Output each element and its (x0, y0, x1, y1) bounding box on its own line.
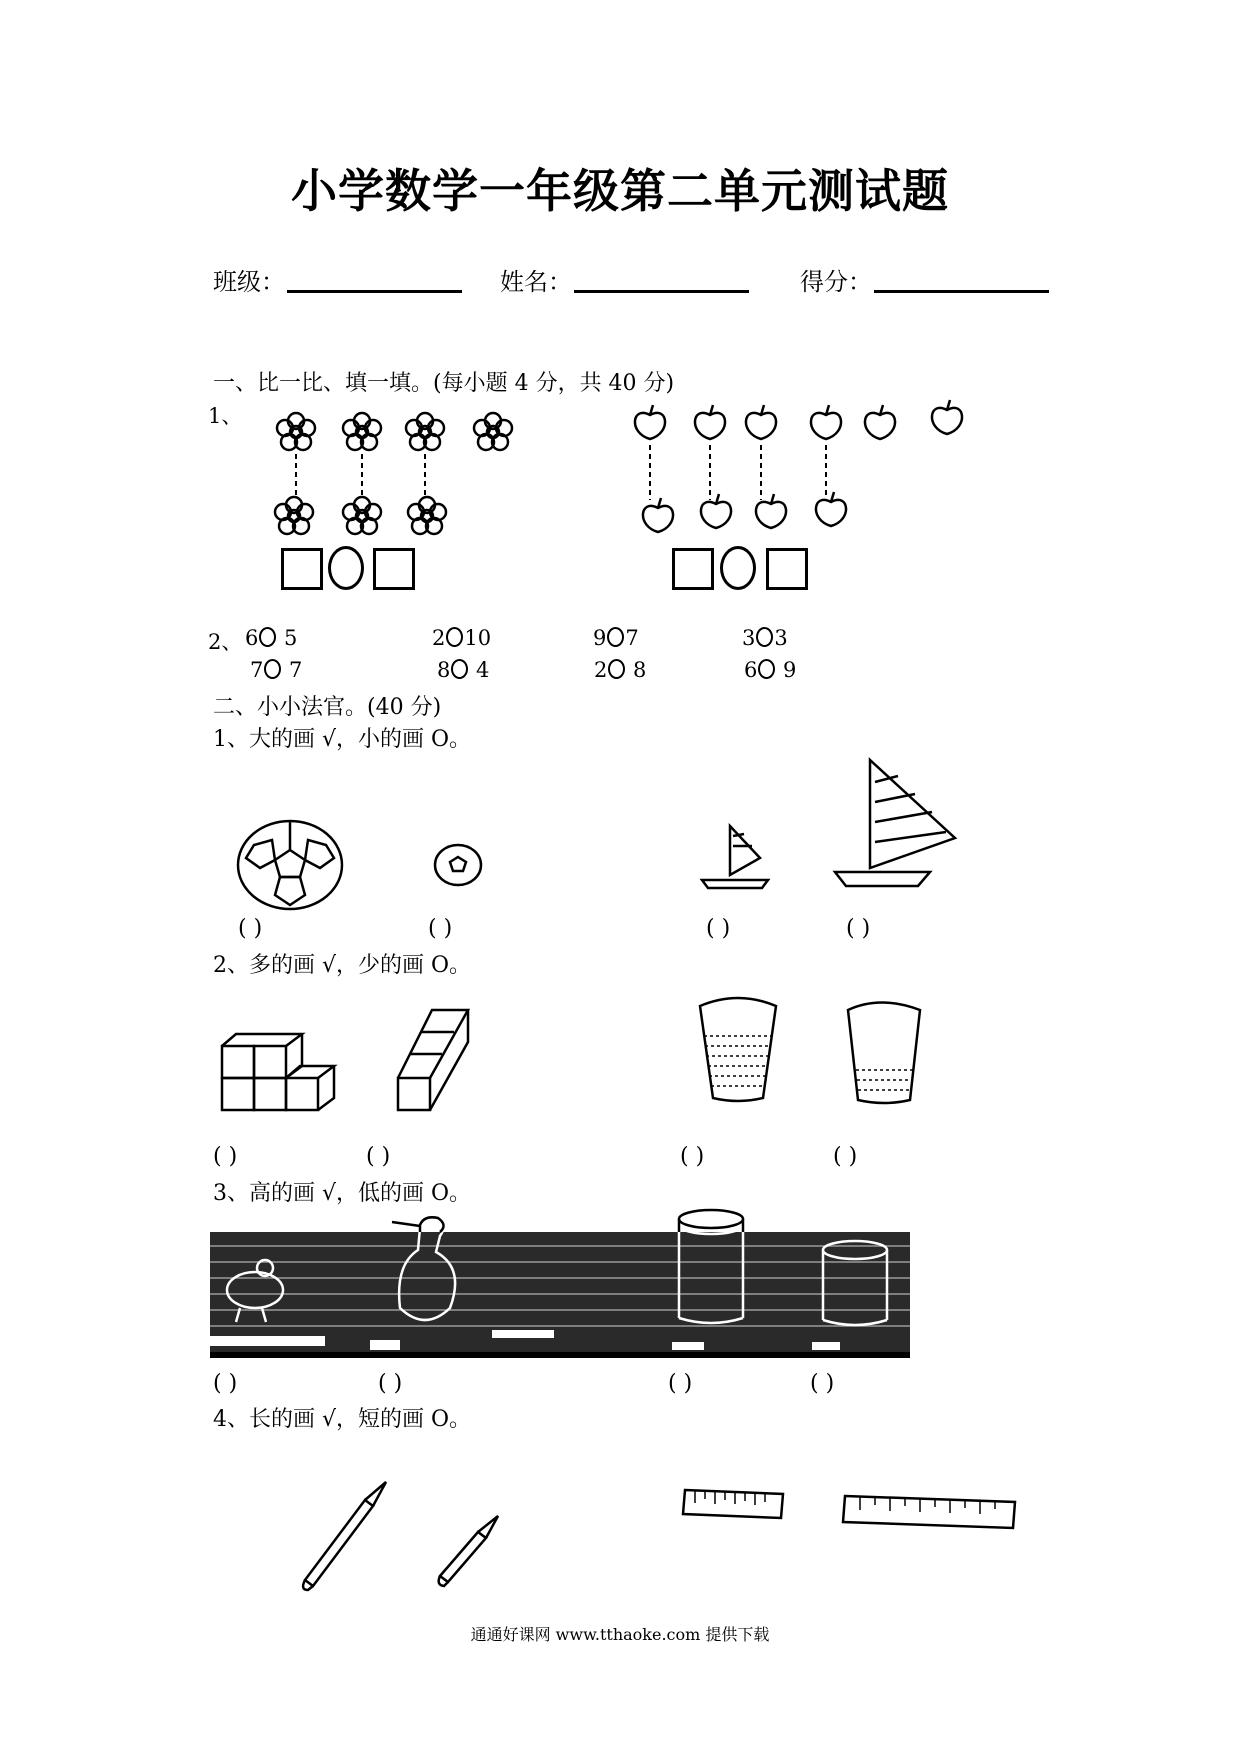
compare-item[interactable]: 7 7 (250, 658, 303, 682)
answer-paren[interactable]: ( ) (846, 916, 871, 941)
class-label: 班级： (213, 268, 285, 296)
answer-paren[interactable]: ( ) (213, 1371, 238, 1396)
answer-paren[interactable]: ( ) (378, 1371, 403, 1396)
long-ruler-icon (843, 1496, 1015, 1528)
small-ball-icon (435, 845, 481, 885)
answer-paren[interactable]: ( ) (810, 1371, 835, 1396)
score-label: 得分： (800, 268, 872, 296)
answer-paren[interactable]: ( ) (833, 1144, 858, 1169)
question-1-label: 1、 (208, 404, 243, 428)
page-title: 小学数学一年级第二单元测试题 (291, 164, 949, 218)
question-big-small: 1、大的画 √，小的画 O。 (213, 727, 472, 752)
question-2-label: 2、 (208, 630, 243, 654)
cube-stack-icon (222, 1034, 334, 1110)
answer-paren[interactable]: ( ) (213, 1144, 238, 1169)
answer-paren[interactable]: ( ) (238, 916, 263, 941)
tall-short-scene (210, 1210, 910, 1358)
compare-item[interactable]: 8 4 (437, 658, 490, 682)
answer-paren[interactable]: ( ) (668, 1371, 693, 1396)
small-sailboat-icon (702, 826, 768, 888)
cube-column-icon (398, 1010, 468, 1110)
question-long-short: 4、长的画 √，短的画 O。 (213, 1407, 472, 1432)
cup-less-water-icon (848, 1003, 920, 1104)
compare-item[interactable]: 6 5 (245, 626, 298, 650)
short-ruler-icon (683, 1490, 783, 1518)
cup-more-water-icon (700, 998, 776, 1101)
compare-item[interactable]: 2 8 (594, 658, 647, 682)
answer-paren[interactable]: ( ) (366, 1144, 391, 1169)
answer-paren[interactable]: ( ) (428, 916, 453, 941)
compare-item[interactable]: 2 10 (432, 626, 492, 650)
big-sailboat-icon (835, 760, 955, 886)
question-tall-short: 3、高的画 √，低的画 O。 (213, 1181, 472, 1206)
big-ball-icon (238, 821, 342, 909)
short-pencil-icon (439, 1516, 498, 1586)
answer-paren[interactable]: ( ) (706, 916, 731, 941)
section1-heading: 一、比一比、填一填。(每小题 4 分，共 40 分) (213, 371, 675, 396)
compare-item[interactable]: 6 9 (744, 658, 797, 682)
compare-item[interactable]: 3 3 (742, 626, 788, 650)
long-pencil-icon (303, 1482, 386, 1590)
section2-heading: 二、小小法官。(40 分) (213, 695, 442, 720)
answer-paren[interactable]: ( ) (680, 1144, 705, 1169)
name-label: 姓名： (500, 268, 572, 296)
question-more-less: 2、多的画 √，少的画 O。 (213, 953, 472, 978)
compare-item[interactable]: 9 7 (593, 626, 639, 650)
footer-text: 通通好课网 www.tthaoke.com 提供下载 (470, 1625, 770, 1644)
